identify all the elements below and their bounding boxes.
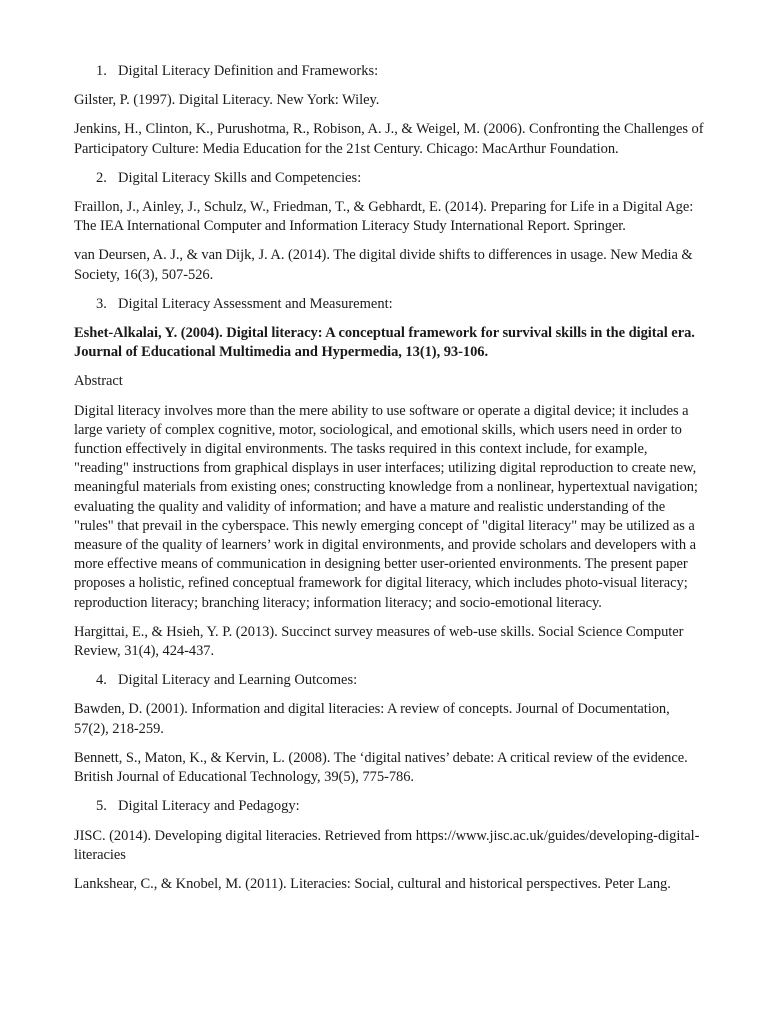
- section-heading: [96, 169, 704, 188]
- section-number: 1.: [96, 63, 107, 79]
- section-heading: [96, 62, 704, 81]
- section-title: Digital Literacy and Pedagogy:: [118, 798, 300, 815]
- reference: Jenkins, H., Clinton, K., Purushotma, R., Robison, A. J., & Weigel, M. (2006). Confronting the Challenges of Participatory Culture: Media Education for the 21st Century. Chicago: MacArthur Foundation.: [74, 121, 704, 157]
- section-title: Digital Literacy Definition and Frameworks:: [118, 63, 379, 79]
- reference: JISC. (2014). Developing digital literacies. Retrieved from https://www.jisc.ac.uk/guides/developing-digital-literacies: [74, 827, 700, 863]
- section-title: Digital Literacy and Learning Outcomes:: [118, 672, 358, 689]
- section-number: 3.: [96, 295, 107, 312]
- section-heading: [96, 671, 704, 690]
- section-title: Digital Literacy Assessment and Measurement:: [118, 295, 393, 312]
- section-heading: [96, 797, 704, 816]
- abstract-text: Digital literacy involves more than the mere ability to use software or operate a digital device; it includes a large variety of complex cognitive, motor, sociological, and emotional skills, which users need in order to function effectively in digital environments. The tasks required in this context include, for example, "reading" instructions from graphical displays in user interfaces; utilizing digital reproduction to create new, meaningful materials from existing ones; constructing knowledge from a nonlinear, hypertextual navigation; evaluating the quality and validity of information; and have a mature and realistic understanding of the "rules" that prevail in the cyberspace. This newly emerging concept of "digital literacy" may be utilized as a measure of the quality of learners’ work in digital environments, and provide scholars and developers with a more effective means of communication in designing better user-oriented environments. The present paper proposes a holistic, refined conceptual framework for digital literacy, which includes photo-visual literacy; reproduction literacy; branching literacy; information literacy; and socio-emotional literacy.: [74, 402, 698, 611]
- reference: Bennett, S., Maton, K., & Kervin, L. (2008). The ‘digital natives’ debate: A critical review of the evidence. British Journal of Educational Technology, 39(5), 775-786.: [74, 749, 688, 786]
- section-number: 2.: [96, 169, 107, 186]
- reference: Bawden, D. (2001). Information and digital literacies: A review of concepts. Journal of Documentation, 57(2), 218-259.: [74, 701, 670, 737]
- reference: Fraillon, J., Ainley, J., Schulz, W., Friedman, T., & Gebhardt, E. (2014). Preparing for Life in a Digital Age: The IEA International Computer and Information Literacy Study International Report. Springer.: [74, 199, 694, 235]
- document-page: [74, 62, 704, 904]
- abstract-label: Abstract: [74, 373, 123, 390]
- featured-reference: Eshet-Alkalai, Y. (2004). Digital literacy: A conceptual framework for survival skills in the digital era. Journal of Educational Multimedia and Hypermedia, 13(1), 93-106.: [74, 325, 695, 361]
- reference: Gilster, P. (1997). Digital Literacy. New York: Wiley.: [74, 92, 380, 109]
- section-heading: [96, 295, 704, 314]
- section-number: 4.: [96, 672, 107, 689]
- reference: Hargittai, E., & Hsieh, Y. P. (2013). Succinct survey measures of web-use skills. Social Science Computer Review, 31(4), 424-437.: [74, 623, 684, 660]
- section-number: 5.: [96, 798, 107, 815]
- section-title: Digital Literacy Skills and Competencies:: [118, 169, 362, 186]
- reference: Lankshear, C., & Knobel, M. (2011). Literacies: Social, cultural and historical perspectives. Peter Lang.: [74, 875, 671, 892]
- reference: van Deursen, A. J., & van Dijk, J. A. (2014). The digital divide shifts to differences in usage. New Media & Society, 16(3), 507-526.: [74, 247, 693, 283]
